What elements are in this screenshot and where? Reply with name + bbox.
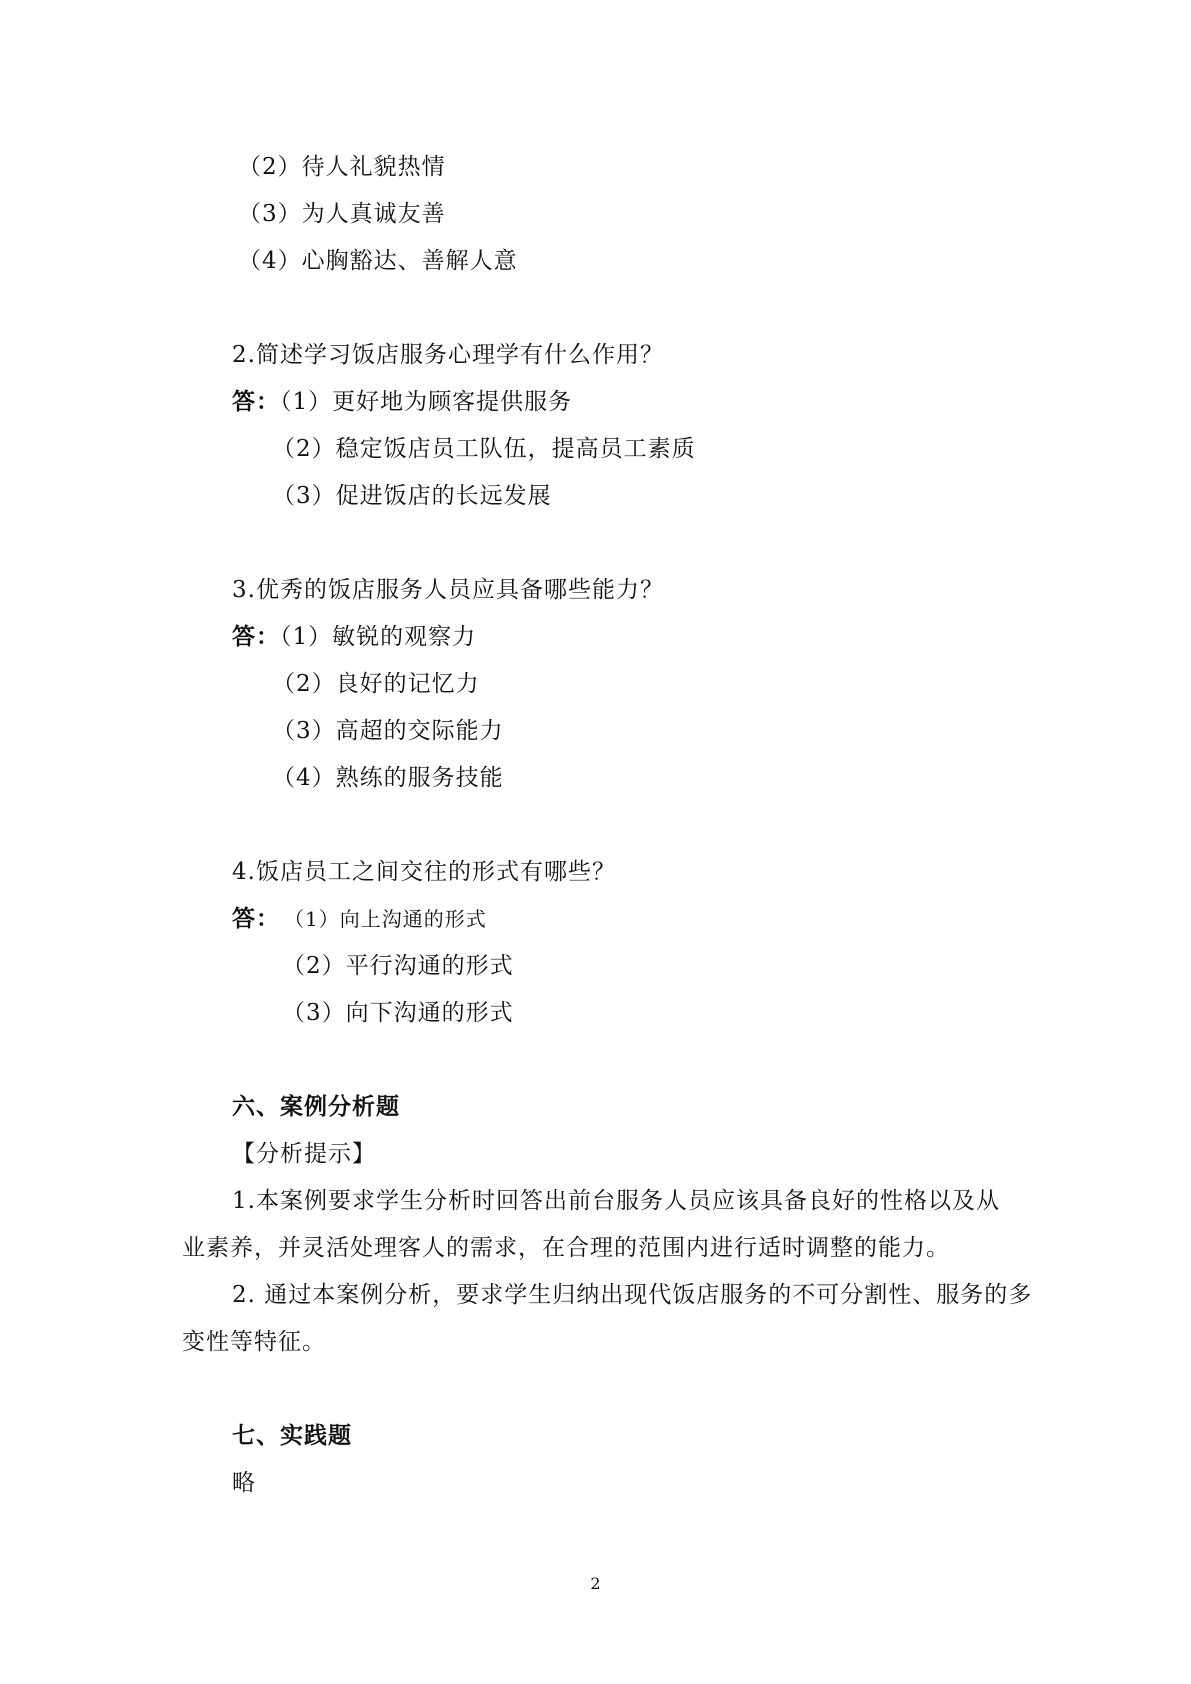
section-heading-case-analysis: 六、案例分析题 <box>232 1093 400 1120</box>
answer-2-first-line <box>232 386 572 418</box>
answer-item: （4）熟练的服务技能 <box>272 765 504 791</box>
answer-item: （3）促进饭店的长远发展 <box>272 483 552 509</box>
answer-item: （1）敏锐的观察力 <box>280 624 477 650</box>
practice-body: 略 <box>232 1470 256 1496</box>
answer-4-first-line <box>232 903 487 935</box>
list-item: （3）为人真诚友善 <box>238 201 446 227</box>
paragraph-line: 业素养，并灵活处理客人的需求，在合理的范围内进行适时调整的能力。 <box>182 1235 950 1261</box>
answer-label: 答： <box>232 623 280 650</box>
answer-item: （1）向上沟通的形式 <box>294 907 487 931</box>
question-3: 3.优秀的饭店服务人员应具备哪些能力？ <box>232 577 664 603</box>
page-number: 2 <box>590 1574 601 1593</box>
list-item: （4）心胸豁达、善解人意 <box>238 248 518 274</box>
paragraph-line: 变性等特征。 <box>182 1329 326 1355</box>
answer-item: （2）良好的记忆力 <box>272 671 480 697</box>
answer-item: （2）平行沟通的形式 <box>282 953 514 979</box>
paragraph-line: 2. 通过本案例分析，要求学生归纳出现代饭店服务的不可分割性、服务的多 <box>232 1282 1033 1308</box>
answer-item: （3）高超的交际能力 <box>272 718 504 744</box>
question-4: 4.饭店员工之间交往的形式有哪些？ <box>232 859 616 885</box>
analysis-hint-label: 【分析提示】 <box>232 1141 376 1167</box>
paragraph-line: 1.本案例要求学生分析时回答出前台服务人员应该具备良好的性格以及从 <box>232 1188 1000 1214</box>
question-2: 2.简述学习饭店服务心理学有什么作用？ <box>232 342 664 368</box>
answer-3-first-line <box>232 621 476 653</box>
answer-item: （2）稳定饭店员工队伍，提高员工素质 <box>272 436 696 462</box>
answer-item: （1）更好地为顾客提供服务 <box>280 389 573 415</box>
answer-item: （3）向下沟通的形式 <box>282 1000 514 1026</box>
section-heading-practice: 七、实践题 <box>232 1422 352 1449</box>
list-item: （2）待人礼貌热情 <box>238 154 446 180</box>
answer-label: 答： <box>232 388 280 415</box>
answer-label: 答： <box>232 905 280 932</box>
